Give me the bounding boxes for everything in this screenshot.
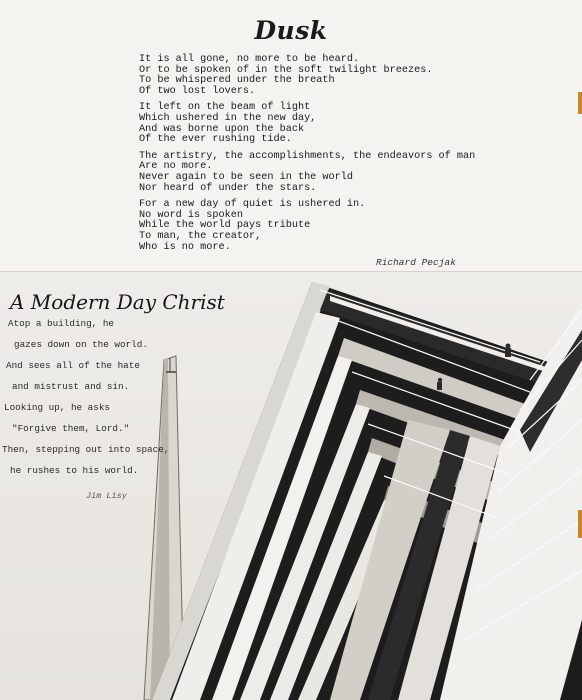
poem-stanza: [139, 152, 519, 194]
poem-line: It left on the beam of light: [139, 102, 311, 114]
poem-line: It is all gone, no more to be heard.: [139, 54, 360, 65]
poem-line: To man, the creator,: [139, 230, 262, 242]
poem-line: Or to be spoken of in the soft twilight breezes.: [139, 64, 433, 76]
poem-line: Atop a building, he: [8, 318, 115, 329]
poem-line: While the world pays tribute: [139, 220, 311, 232]
poem-stanza: [139, 200, 519, 253]
poem-stanza: [139, 55, 519, 97]
poem-line: and mistrust and sin.: [12, 381, 130, 392]
poem-line: The artistry, the accomplishments, the endeavors of man: [139, 150, 476, 162]
poem-line: gazes down on the world.: [14, 339, 148, 350]
poem-line: Of two lost lovers.: [139, 85, 256, 97]
poem-line: Then, stepping out into space,: [2, 444, 170, 455]
poem-line: Which ushered in the new day,: [139, 112, 317, 124]
poem-line: To be whispered under the breath: [139, 75, 335, 87]
poem-title-dusk: Dusk: [254, 16, 328, 45]
poem-dusk-body: [139, 55, 519, 259]
poem-line: And was borne upon the back: [139, 123, 305, 135]
poem-line: Are no more.: [139, 161, 213, 173]
poem-author-signature: Richard Pecjak: [376, 257, 456, 268]
poem-line: For a new day of quiet is ushered in.: [139, 199, 366, 211]
poem-stanza: [139, 103, 519, 145]
poem-line: "Forgive them, Lord.": [12, 423, 130, 434]
poem-line: Looking up, he asks: [4, 402, 111, 413]
poem-author-signature: Jim Lisy: [86, 491, 127, 501]
poem-line: No word is spoken: [139, 209, 243, 221]
poem-line: Of the ever rushing tide.: [139, 134, 292, 146]
page-edge-mark: [578, 92, 582, 114]
building-and-spire-photo: [0, 272, 582, 700]
poem-line: he rushes to his world.: [10, 465, 139, 476]
poem-line: And sees all of the hate: [6, 360, 140, 371]
poem-line: Who is no more.: [139, 241, 231, 253]
poem-line: Never again to be seen in the world: [139, 171, 353, 183]
page-edge-mark: [578, 510, 582, 538]
poem-line: Nor heard of under the stars.: [139, 182, 317, 194]
poem-title-modern-day-christ: A Modern Day Christ: [10, 290, 225, 314]
